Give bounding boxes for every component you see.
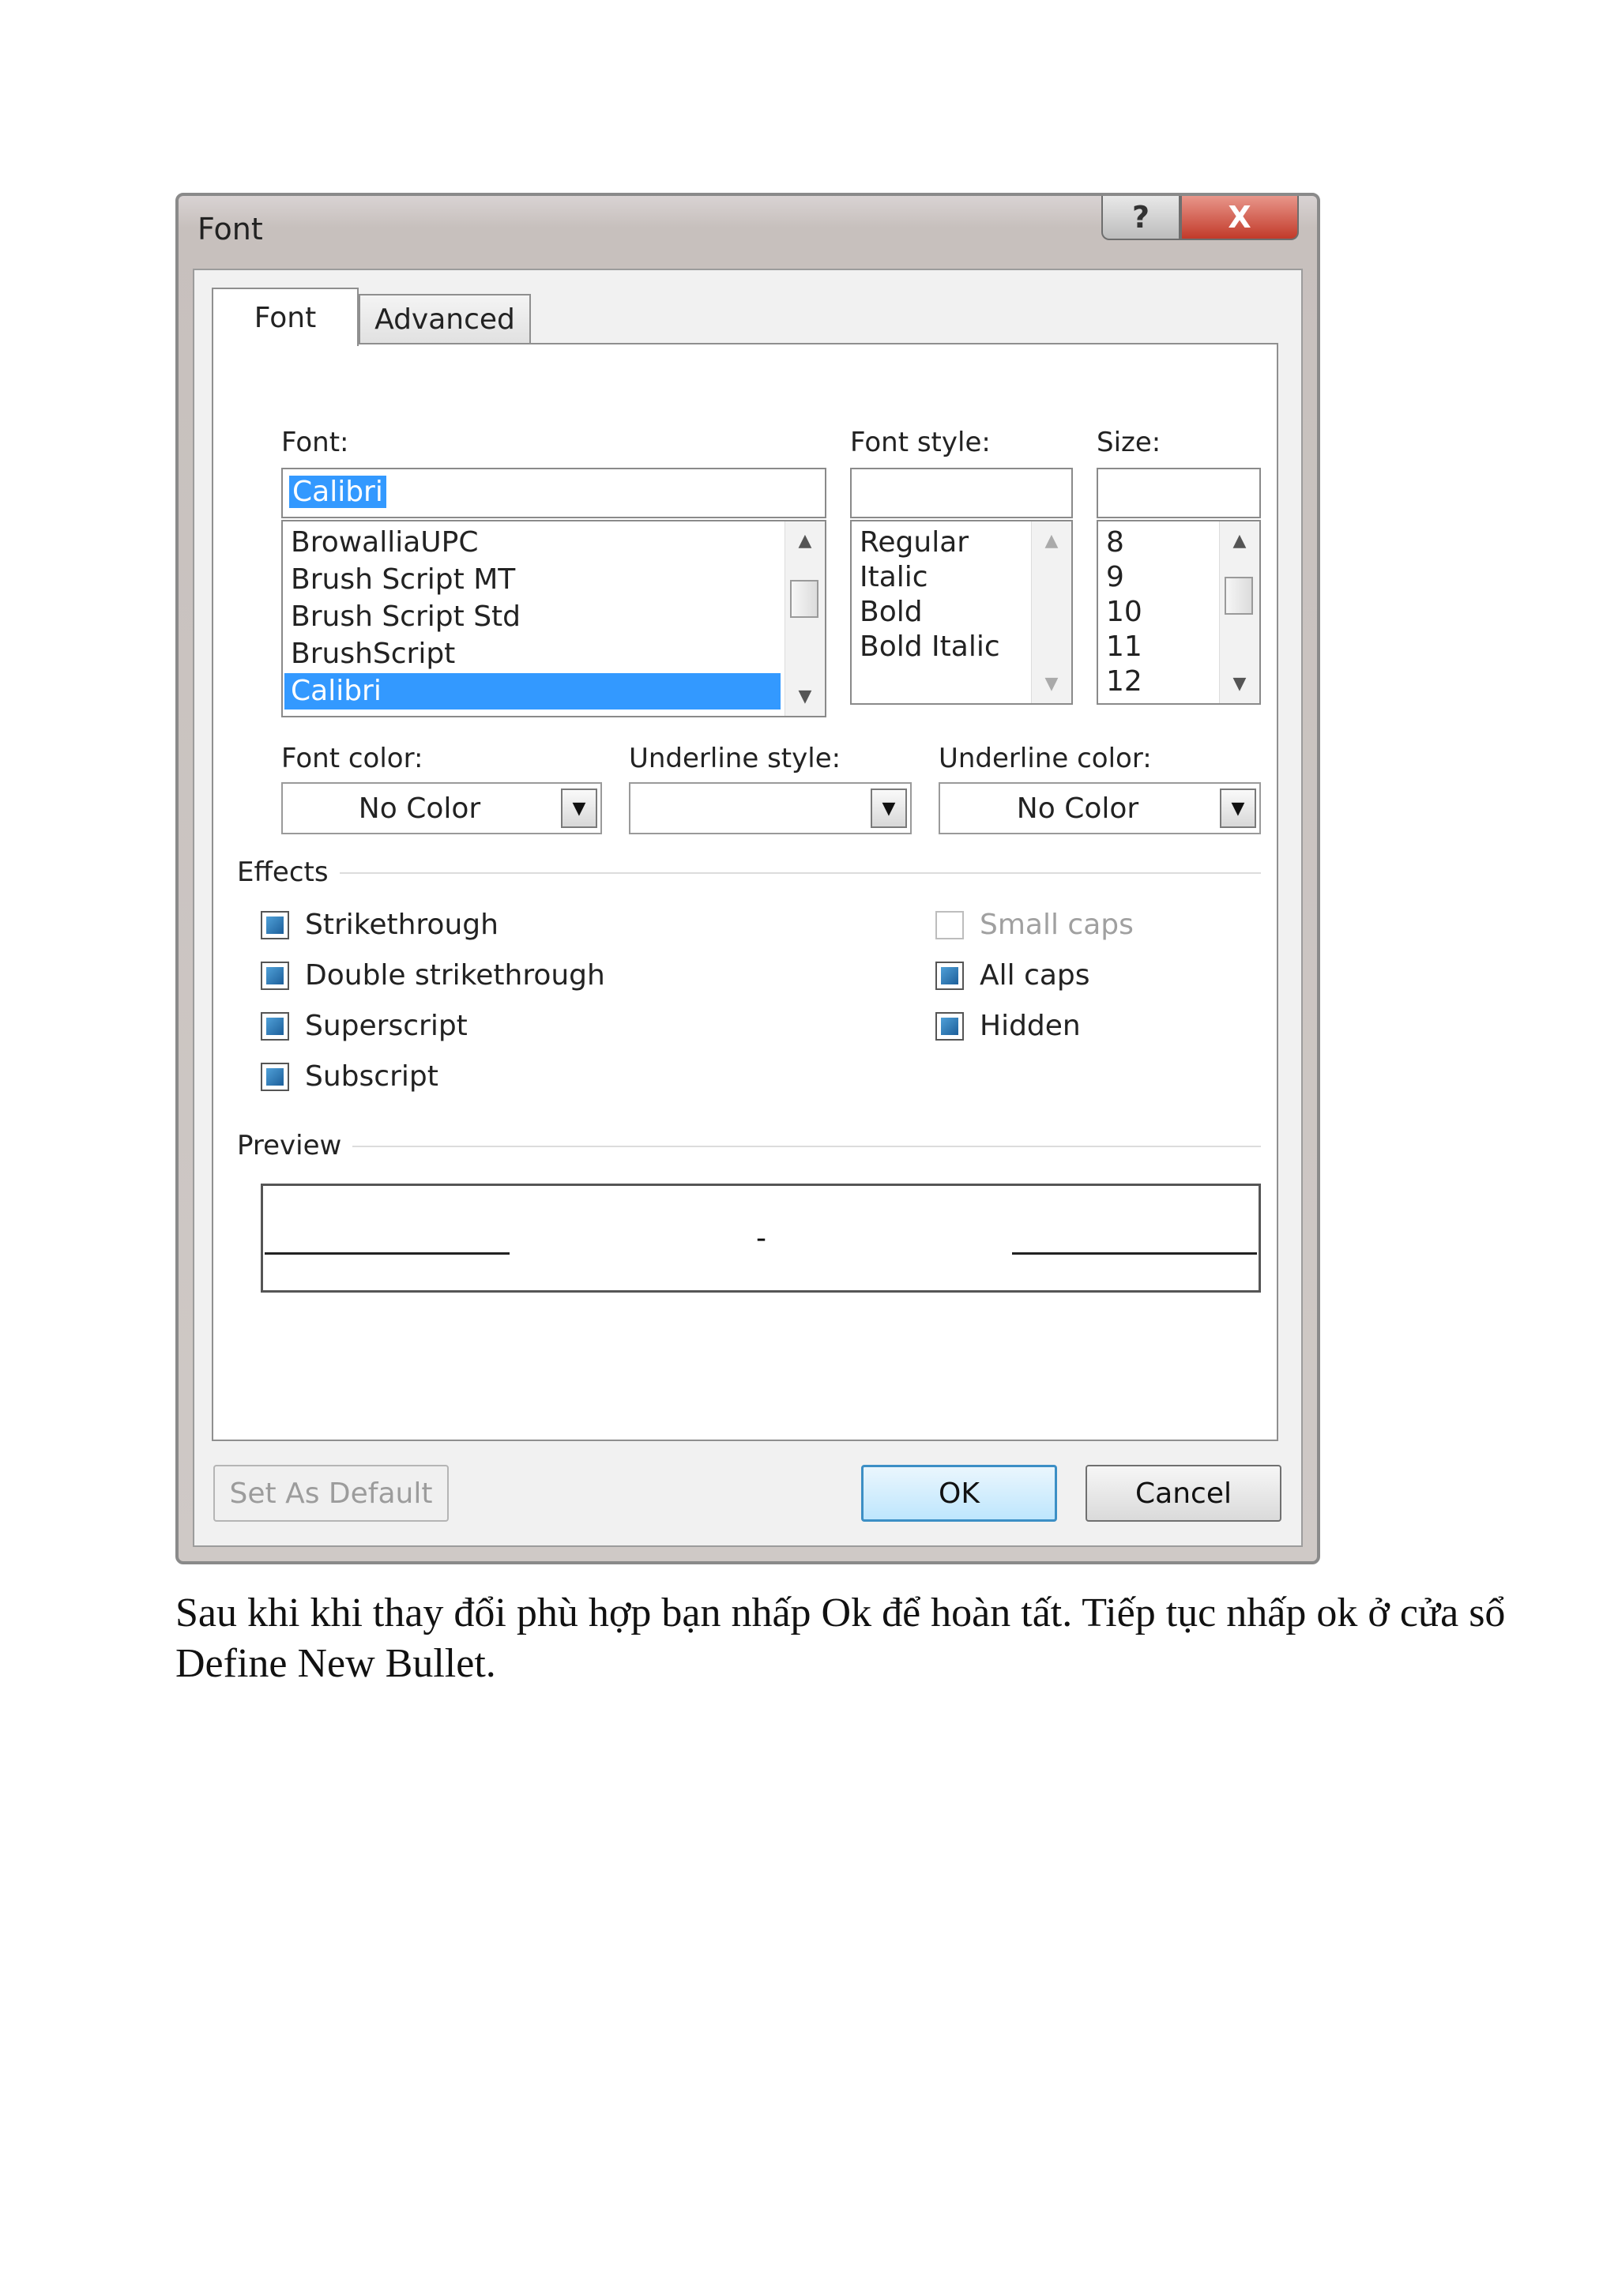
- underline-color-value: No Color: [1016, 792, 1139, 825]
- checkbox-box: [261, 1063, 289, 1091]
- checkbox-label: Superscript: [305, 1010, 468, 1042]
- preview-heading: Preview: [237, 1130, 342, 1161]
- caption-paragraph: Sau khi khi thay đổi phù hợp bạn nhấp Ok để hoàn tất. Tiếp tục nhấp ok ở cửa sổ Define New Bullet.: [175, 1590, 1506, 1686]
- underline-color-select[interactable]: [939, 782, 1261, 834]
- help-icon: ?: [1131, 200, 1150, 235]
- font-list-scrollbar[interactable]: [785, 521, 825, 716]
- double-strikethrough-checkbox[interactable]: [261, 959, 605, 992]
- font-list[interactable]: [281, 520, 826, 717]
- list-item[interactable]: BrushScript: [291, 638, 456, 670]
- font-color-label: Font color:: [281, 743, 423, 774]
- checkbox-box: [261, 911, 289, 939]
- ok-button[interactable]: OK: [861, 1465, 1057, 1522]
- size-scrollbar[interactable]: [1219, 521, 1259, 703]
- tab-advanced-label: Advanced: [374, 303, 515, 336]
- list-item[interactable]: BrowalliaUPC: [291, 526, 479, 559]
- size-input[interactable]: [1097, 468, 1261, 518]
- dialog-title: Font: [198, 212, 263, 247]
- font-style-scrollbar[interactable]: [1031, 521, 1071, 703]
- subscript-checkbox[interactable]: [261, 1060, 438, 1093]
- font-name-input[interactable]: [281, 468, 826, 518]
- help-button[interactable]: [1101, 196, 1180, 240]
- list-item[interactable]: 11: [1106, 630, 1142, 663]
- underline-style-value: [630, 784, 866, 833]
- scroll-down-icon[interactable]: ▼: [798, 687, 812, 706]
- list-item[interactable]: Italic: [860, 561, 928, 593]
- checkbox-label: Hidden: [980, 1010, 1081, 1042]
- effects-divider: [340, 872, 1261, 874]
- preview-box: [261, 1184, 1261, 1293]
- hidden-checkbox[interactable]: [935, 1010, 1081, 1042]
- checkbox-label: Double strikethrough: [305, 959, 605, 992]
- close-button[interactable]: [1180, 196, 1299, 240]
- chevron-down-icon[interactable]: ▼: [561, 789, 597, 828]
- checkbox-label: Small caps: [980, 909, 1134, 941]
- scroll-up-icon[interactable]: ▲: [1044, 531, 1059, 551]
- font-color-value: No Color: [358, 792, 481, 825]
- list-item[interactable]: Brush Script MT: [291, 563, 516, 596]
- font-style-list[interactable]: [850, 520, 1073, 705]
- underline-style-select[interactable]: [629, 782, 912, 834]
- font-style-input[interactable]: [850, 468, 1073, 518]
- scroll-thumb[interactable]: [1225, 577, 1253, 615]
- chevron-down-icon[interactable]: ▼: [871, 789, 907, 828]
- set-as-default-button: Set As Default: [213, 1465, 449, 1522]
- checkbox-label: All caps: [980, 959, 1090, 992]
- close-icon: X: [1228, 200, 1251, 235]
- size-label: Size:: [1097, 427, 1161, 458]
- preview-divider: [352, 1146, 1261, 1147]
- scroll-down-icon[interactable]: ▼: [1232, 674, 1247, 694]
- list-item[interactable]: Regular: [860, 526, 969, 559]
- scroll-thumb[interactable]: [790, 580, 818, 618]
- scroll-up-icon[interactable]: ▲: [798, 531, 812, 551]
- font-label: Font:: [281, 427, 349, 458]
- checkbox-box: [935, 962, 964, 990]
- preview-sample: -: [756, 1222, 766, 1255]
- list-item[interactable]: Brush Script Std: [291, 600, 521, 633]
- list-item[interactable]: Bold: [860, 596, 923, 628]
- all-caps-checkbox[interactable]: [935, 959, 1090, 992]
- tab-advanced[interactable]: [359, 294, 531, 343]
- checkbox-box: [261, 1012, 289, 1041]
- list-item[interactable]: 8: [1106, 526, 1124, 559]
- underline-color-label: Underline color:: [939, 743, 1152, 774]
- font-color-select[interactable]: [281, 782, 602, 834]
- checkbox-box: [935, 911, 964, 939]
- effects-heading: Effects: [237, 856, 329, 888]
- checkbox-box: [261, 962, 289, 990]
- checkbox-label: Strikethrough: [305, 909, 499, 941]
- superscript-checkbox[interactable]: [261, 1010, 468, 1042]
- font-name-value: Calibri: [289, 476, 386, 508]
- small-caps-checkbox: [935, 909, 1134, 941]
- list-item-selected[interactable]: Calibri: [284, 673, 781, 710]
- preview-baseline-right: [1012, 1252, 1257, 1255]
- strikethrough-checkbox[interactable]: [261, 909, 499, 941]
- list-item[interactable]: 9: [1106, 561, 1124, 593]
- checkbox-box: [935, 1012, 964, 1041]
- list-item[interactable]: 10: [1106, 596, 1142, 628]
- checkbox-label: Subscript: [305, 1060, 438, 1093]
- tab-font-label: Font: [254, 301, 317, 334]
- underline-style-label: Underline style:: [629, 743, 841, 774]
- scroll-up-icon[interactable]: ▲: [1232, 531, 1247, 551]
- list-item[interactable]: Bold Italic: [860, 630, 1000, 663]
- chevron-down-icon[interactable]: ▼: [1220, 789, 1256, 828]
- preview-baseline-left: [265, 1252, 510, 1255]
- list-item[interactable]: 12: [1106, 665, 1142, 698]
- font-style-label: Font style:: [850, 427, 991, 458]
- size-list[interactable]: [1097, 520, 1261, 705]
- scroll-down-icon[interactable]: ▼: [1044, 674, 1059, 694]
- cancel-button[interactable]: Cancel: [1086, 1465, 1281, 1522]
- tab-font[interactable]: [212, 288, 359, 346]
